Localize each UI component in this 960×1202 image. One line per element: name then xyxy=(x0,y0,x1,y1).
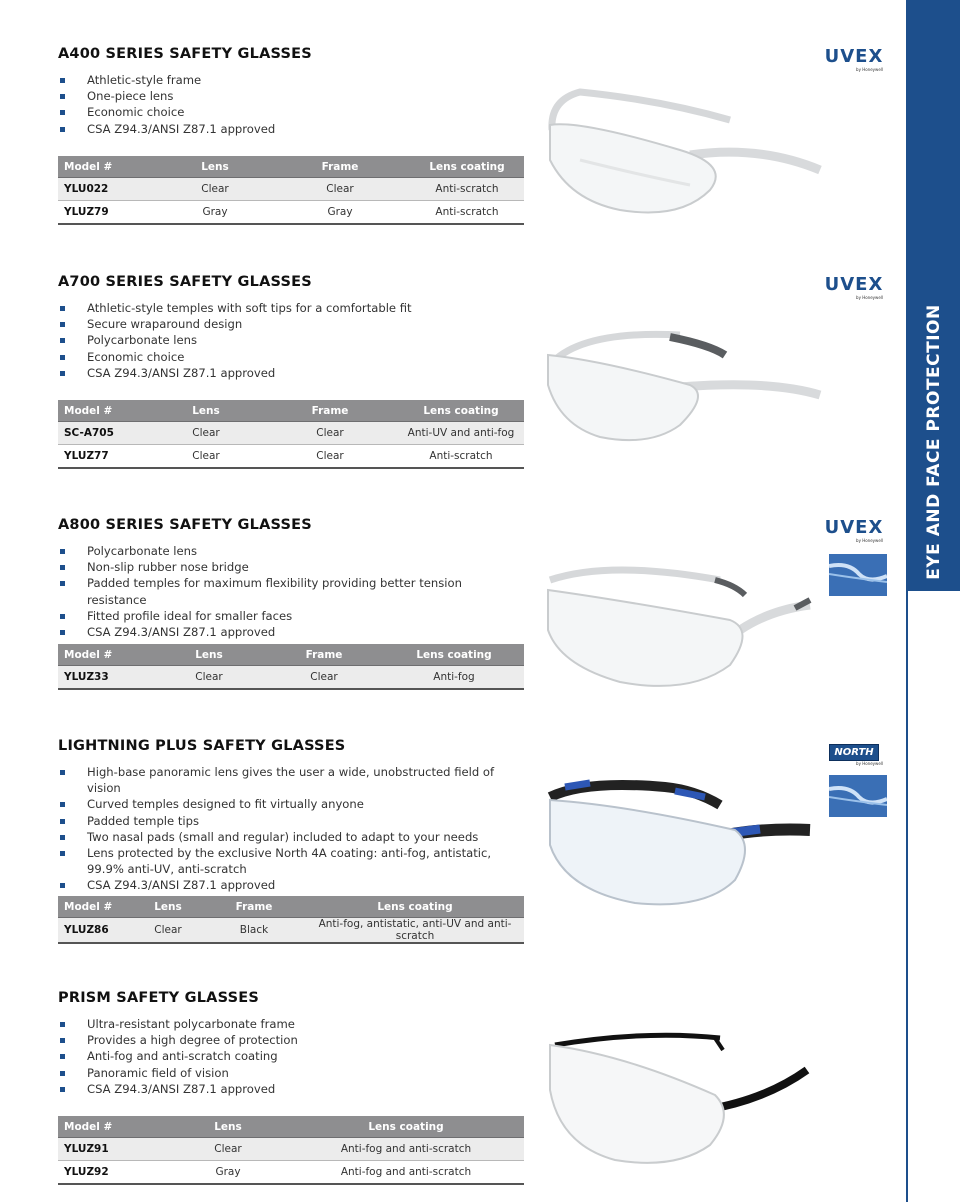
north-logo: NORTH by Honeywell xyxy=(819,740,889,766)
column-header: Lens coating xyxy=(384,644,524,666)
feature-list xyxy=(58,300,524,381)
column-header: Lens coating xyxy=(398,400,524,422)
table-row: YLUZ91 Clear Anti-fog and anti-scratch xyxy=(58,1138,524,1161)
bullet-icon xyxy=(60,1054,65,1059)
column-header: Lens xyxy=(154,644,264,666)
bullet-icon xyxy=(60,851,65,856)
bullet-icon xyxy=(60,835,65,840)
column-header: Model # xyxy=(58,156,160,178)
bullet-icon xyxy=(60,819,65,824)
feature-item: Athletic-style temples with soft tips for a comfortable fit xyxy=(58,300,524,316)
column-header: Model # xyxy=(58,896,134,918)
bullet-icon xyxy=(60,1071,65,1076)
feature-item: High-base panoramic lens gives the user a wide, unobstructed field of vision xyxy=(58,764,524,796)
bullet-icon xyxy=(60,802,65,807)
table-row: YLUZ86 Clear Black Anti-fog, antistatic, anti-UV and anti-scratch xyxy=(58,918,524,944)
feature-item: Athletic-style frame xyxy=(58,72,524,88)
column-header: Lens xyxy=(150,400,262,422)
section-title: A400 SERIES SAFETY GLASSES xyxy=(58,46,312,62)
feature-item: Provides a high degree of protection xyxy=(58,1032,524,1048)
column-header: Model # xyxy=(58,400,150,422)
table-row: YLUZ92 Gray Anti-fog and anti-scratch xyxy=(58,1161,524,1185)
feature-item: Fitted profile ideal for smaller faces xyxy=(58,608,524,624)
uvex-logo: UVEX by Honeywell xyxy=(824,274,884,300)
bullet-icon xyxy=(60,581,65,586)
column-header: Model # xyxy=(58,1116,168,1138)
feature-item: Two nasal pads (small and regular) included to adapt to your needs xyxy=(58,829,524,845)
feature-item: CSA Z94.3/ANSI Z87.1 approved xyxy=(58,365,524,381)
bullet-icon xyxy=(60,630,65,635)
section-title: LIGHTNING PLUS SAFETY GLASSES xyxy=(58,738,346,754)
column-header: Lens xyxy=(134,896,202,918)
feature-item: Anti-fog and anti-scratch coating xyxy=(58,1048,524,1064)
a400-glasses-image xyxy=(540,80,830,220)
product-table xyxy=(58,644,524,690)
feature-list xyxy=(58,764,524,894)
feature-list xyxy=(58,1016,524,1097)
bullet-icon xyxy=(60,94,65,99)
side-tab-label: EYE AND FACE PROTECTION xyxy=(924,304,944,580)
feature-item: Padded temple tips xyxy=(58,813,524,829)
bullet-icon xyxy=(60,371,65,376)
bullet-icon xyxy=(60,614,65,619)
feature-list xyxy=(58,72,524,137)
feature-item: CSA Z94.3/ANSI Z87.1 approved xyxy=(58,121,524,137)
bullet-icon xyxy=(60,127,65,132)
column-header: Lens coating xyxy=(306,896,524,918)
bullet-icon xyxy=(60,306,65,311)
uvex-logo: UVEX by Honeywell xyxy=(824,517,884,543)
feature-item: Secure wraparound design xyxy=(58,316,524,332)
table-row: YLU022 Clear Clear Anti-scratch xyxy=(58,178,524,201)
uvex-logo: UVEX by Honeywell xyxy=(824,46,884,72)
bullet-icon xyxy=(60,549,65,554)
feature-item: CSA Z94.3/ANSI Z87.1 approved xyxy=(58,1081,524,1097)
lens-thumbnail-icon xyxy=(829,775,887,817)
column-header: Frame xyxy=(264,644,384,666)
feature-item: Lens protected by the exclusive North 4A coating: anti-fog, antistatic, 99.9% anti-UV, anti-scratch xyxy=(58,845,524,877)
lens-thumbnail-icon xyxy=(829,554,887,596)
bullet-icon xyxy=(60,1038,65,1043)
bullet-icon xyxy=(60,338,65,343)
bullet-icon xyxy=(60,355,65,360)
column-header: Lens coating xyxy=(410,156,524,178)
lightning-plus-glasses-image xyxy=(545,775,815,915)
feature-item: Non-slip rubber nose bridge xyxy=(58,559,524,575)
bullet-icon xyxy=(60,770,65,775)
feature-item: Polycarbonate lens xyxy=(58,543,524,559)
column-header: Lens xyxy=(160,156,270,178)
table-row: YLUZ33 Clear Clear Anti-fog xyxy=(58,666,524,690)
product-table xyxy=(58,896,524,944)
section-a800 xyxy=(58,517,524,683)
feature-item: Economic choice xyxy=(58,104,524,120)
bullet-icon xyxy=(60,78,65,83)
section-title: A800 SERIES SAFETY GLASSES xyxy=(58,517,312,533)
feature-item: Curved temples designed to fit virtually anyone xyxy=(58,796,524,812)
bullet-icon xyxy=(60,565,65,570)
column-header: Lens xyxy=(168,1116,288,1138)
column-header: Model # xyxy=(58,644,154,666)
feature-list xyxy=(58,543,524,640)
feature-item: Ultra-resistant polycarbonate frame xyxy=(58,1016,524,1032)
table-row: SC-A705 Clear Clear Anti-UV and anti-fog xyxy=(58,422,524,445)
bullet-icon xyxy=(60,110,65,115)
section-a400 xyxy=(58,46,524,218)
column-header: Frame xyxy=(262,400,398,422)
bullet-icon xyxy=(60,322,65,327)
section-a700 xyxy=(58,274,524,462)
feature-item: Padded temples for maximum flexibility providing better tension resistance xyxy=(58,575,524,607)
prism-glasses-image xyxy=(545,1030,815,1170)
column-header: Frame xyxy=(202,896,306,918)
bullet-icon xyxy=(60,1087,65,1092)
section-title: PRISM SAFETY GLASSES xyxy=(58,990,259,1006)
product-table xyxy=(58,1116,524,1185)
section-lightning-plus xyxy=(58,738,524,942)
feature-item: Panoramic field of vision xyxy=(58,1065,524,1081)
section-prism xyxy=(58,990,524,1178)
section-title: A700 SERIES SAFETY GLASSES xyxy=(58,274,312,290)
feature-item: CSA Z94.3/ANSI Z87.1 approved xyxy=(58,624,524,640)
product-table xyxy=(58,156,524,225)
table-row: YLUZ77 Clear Clear Anti-scratch xyxy=(58,445,524,469)
bullet-icon xyxy=(60,883,65,888)
column-header: Lens coating xyxy=(288,1116,524,1138)
a700-glasses-image xyxy=(540,325,830,450)
feature-item: Economic choice xyxy=(58,349,524,365)
bullet-icon xyxy=(60,1022,65,1027)
feature-item: One-piece lens xyxy=(58,88,524,104)
feature-item: CSA Z94.3/ANSI Z87.1 approved xyxy=(58,877,524,893)
a800-glasses-image xyxy=(540,560,820,695)
column-header: Frame xyxy=(270,156,410,178)
product-table xyxy=(58,400,524,469)
feature-item: Polycarbonate lens xyxy=(58,332,524,348)
table-row: YLUZ79 Gray Gray Anti-scratch xyxy=(58,201,524,225)
